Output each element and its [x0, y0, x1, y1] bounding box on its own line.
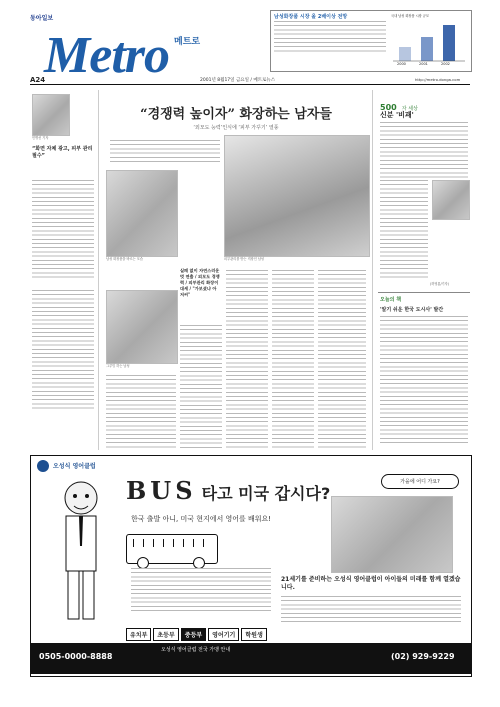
section-title: Metro — [44, 27, 169, 84]
body-col-0 — [106, 375, 176, 450]
newspaper-name: 동아일보 — [30, 15, 54, 22]
pull-quote-text: 실패 없이 자연스러운 멋 연출 / 외모도 경쟁력 / 피부관리 화장이 대세 / "가보셨냐 아저씨" — [180, 268, 220, 297]
ad-headline-text: 타고 미국 갑시다? — [201, 484, 331, 503]
photo-caption-3: 피부관리를 받는 직장인 남성 — [224, 257, 264, 261]
sidebar-logo-sub: 자 세상 — [401, 106, 418, 112]
sidebar-text-2 — [380, 180, 428, 280]
top-news-box — [270, 10, 472, 72]
metro-url[interactable]: http://metro.donga.com — [415, 77, 461, 82]
body-col-2 — [226, 270, 268, 450]
ad-brand: 오성식 영어클럽 — [53, 463, 96, 470]
ad-level-middle[interactable]: 중등부 — [181, 628, 206, 641]
left-column-text-1 — [32, 180, 94, 280]
column-rule-left — [98, 90, 99, 450]
ad-level-bar — [126, 628, 267, 641]
ad-level-kindergarten[interactable]: 유치부 — [126, 628, 151, 641]
ad-phone-left[interactable]: 0505-0000-8888 — [39, 652, 113, 661]
body-col-4 — [318, 270, 366, 450]
masthead — [30, 10, 470, 90]
chart-year-2: 2001 — [419, 62, 428, 66]
pull-quote — [180, 268, 220, 320]
ad-level-devices[interactable]: 영어기기 — [208, 628, 239, 641]
chart-bar-2001 — [421, 37, 433, 61]
photo-caption-2: 그루밍 하는 남성 — [106, 364, 130, 368]
ad-child-photo — [331, 496, 453, 573]
ad-phone-right[interactable]: (02) 929-9229 — [391, 652, 455, 661]
ad-right-banner: 21세기를 준비하는 오성식 영어클럽이 아이들의 미래를 함께 열겠습니다. — [281, 576, 461, 591]
top-chart-title: 국내 남성 화장품 시장 규모 — [391, 14, 429, 18]
main-photo-2 — [106, 290, 178, 364]
ad-subhead: 한국 출발 아니, 미국 현지에서 영어를 배워요! — [131, 515, 272, 523]
chart-bar-2002 — [443, 25, 455, 61]
side-quote: “화면 자체 광고, 피부 관리 필수” — [32, 146, 93, 159]
ad-question-bubble: 가을에 어디 가요? — [381, 474, 459, 489]
ad-headline — [126, 476, 330, 505]
top-news-text — [274, 21, 386, 53]
chart-bar-2000 — [399, 47, 411, 61]
article-subtitle: ‘외모도 능력’인식에 ‘피부 가꾸기’ 열풍 — [193, 125, 279, 131]
article-lead — [110, 140, 220, 162]
reporter-photo — [32, 94, 70, 136]
sidebar-photo — [432, 180, 470, 220]
masthead-rule — [30, 84, 470, 85]
sidebar-text-3 — [380, 316, 468, 446]
top-news-title: 남성화장품 시장 올 2배이상 전망 — [274, 14, 348, 20]
main-photo-mirror — [224, 135, 370, 257]
sidebar-text-1 — [380, 122, 468, 178]
ad-bus-illustration — [126, 534, 218, 564]
sidebar-box-label: 오늘의 책 — [380, 297, 402, 303]
sidebar-title: 신분 '비괘' — [380, 111, 414, 119]
left-column-text-2 — [32, 290, 94, 410]
body-col-1 — [180, 325, 222, 450]
ad-level-elementary[interactable]: 초등부 — [153, 628, 178, 641]
issue-date: 2001년 8월17일 금요일 / 메트로뉴스 — [200, 78, 276, 83]
ad-right-text — [281, 596, 461, 624]
chart-year-3: 2002 — [441, 62, 450, 66]
sidebar-credit: (허영룡/기자) — [430, 282, 449, 286]
ad-level-students[interactable]: 학원생 — [241, 628, 266, 641]
ad-brand-logo — [37, 460, 49, 472]
ad-man-svg — [46, 476, 116, 626]
page-number: A24 — [30, 76, 46, 84]
body-col-3 — [272, 270, 314, 450]
ad-footer-text: 오성식 영어클럽 전국 가맹 안내 — [161, 647, 231, 653]
section-title-ko: 메트로 — [174, 37, 201, 47]
photo-caption-1: 남성 화장품을 바르는 모습 — [106, 257, 143, 261]
reporter-byline: 민병선 기자 — [32, 136, 49, 140]
sidebar-box-headline: '알기 쉬운 한국 도시사' 발간 — [380, 307, 444, 313]
column-rule-right — [372, 90, 373, 450]
ad-body-text — [131, 568, 271, 614]
article-title: “경쟁력 높이자” 화장하는 남자들 — [140, 107, 332, 122]
advertisement — [30, 455, 472, 677]
top-chart — [391, 13, 467, 67]
chart-year-1: 2000 — [397, 62, 406, 66]
sidebar-logo-number: 500 — [380, 103, 397, 112]
ad-illustration-man — [46, 476, 116, 626]
main-photo-1 — [106, 170, 178, 257]
ad-headline-bus: BUS — [126, 476, 197, 505]
sidebar-box-divider — [378, 292, 470, 293]
